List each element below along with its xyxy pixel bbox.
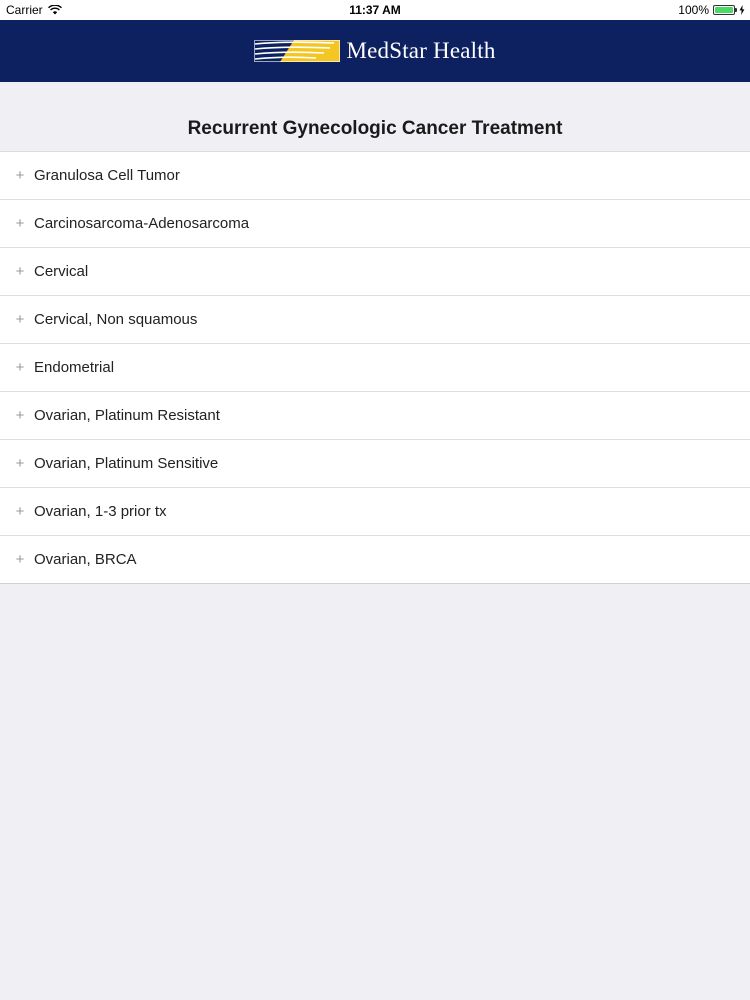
- plus-icon: +: [15, 263, 25, 280]
- logo-text: MedStar Health: [346, 38, 496, 63]
- list-item[interactable]: [0, 152, 750, 200]
- list-item-label: Ovarian, BRCA: [34, 551, 137, 568]
- treatment-list: [0, 151, 750, 584]
- charging-bolt-icon: [739, 5, 745, 15]
- list-item[interactable]: [0, 392, 750, 440]
- plus-icon: +: [15, 407, 25, 424]
- list-item-label: Ovarian, Platinum Resistant: [34, 407, 220, 424]
- list-item[interactable]: [0, 440, 750, 488]
- status-right: [678, 3, 745, 17]
- list-item-label: Cervical: [34, 263, 89, 280]
- medstar-logo-icon: [254, 40, 340, 62]
- battery-icon: [713, 5, 735, 15]
- battery-fill: [715, 7, 733, 13]
- medstar-logo: [254, 38, 495, 64]
- battery-percent: 100%: [678, 3, 709, 17]
- plus-icon: +: [15, 167, 25, 184]
- list-item-label: Cervical, Non squamous: [34, 311, 198, 328]
- list-item[interactable]: [0, 344, 750, 392]
- plus-icon: +: [15, 311, 25, 328]
- list-item[interactable]: [0, 248, 750, 296]
- list-item[interactable]: [0, 200, 750, 248]
- plus-icon: +: [15, 551, 25, 568]
- plus-icon: +: [15, 215, 25, 232]
- plus-icon: +: [15, 455, 25, 472]
- list-item-label: Granulosa Cell Tumor: [34, 167, 180, 184]
- list-item[interactable]: [0, 296, 750, 344]
- carrier-label: Carrier: [6, 3, 43, 17]
- page-title: Recurrent Gynecologic Cancer Treatment: [187, 118, 563, 139]
- list-item[interactable]: [0, 536, 750, 583]
- list-item-label: Endometrial: [34, 359, 115, 376]
- status-bar: [0, 0, 750, 20]
- list-item-label: Carcinosarcoma-Adenosarcoma: [34, 215, 250, 232]
- plus-icon: +: [15, 503, 25, 520]
- status-time: 11:37 AM: [349, 3, 401, 17]
- app-header: [0, 20, 750, 82]
- list-item-label: Ovarian, Platinum Sensitive: [34, 455, 219, 472]
- list-item-label: Ovarian, 1-3 prior tx: [34, 503, 167, 520]
- plus-icon: +: [15, 359, 25, 376]
- list-item[interactable]: [0, 488, 750, 536]
